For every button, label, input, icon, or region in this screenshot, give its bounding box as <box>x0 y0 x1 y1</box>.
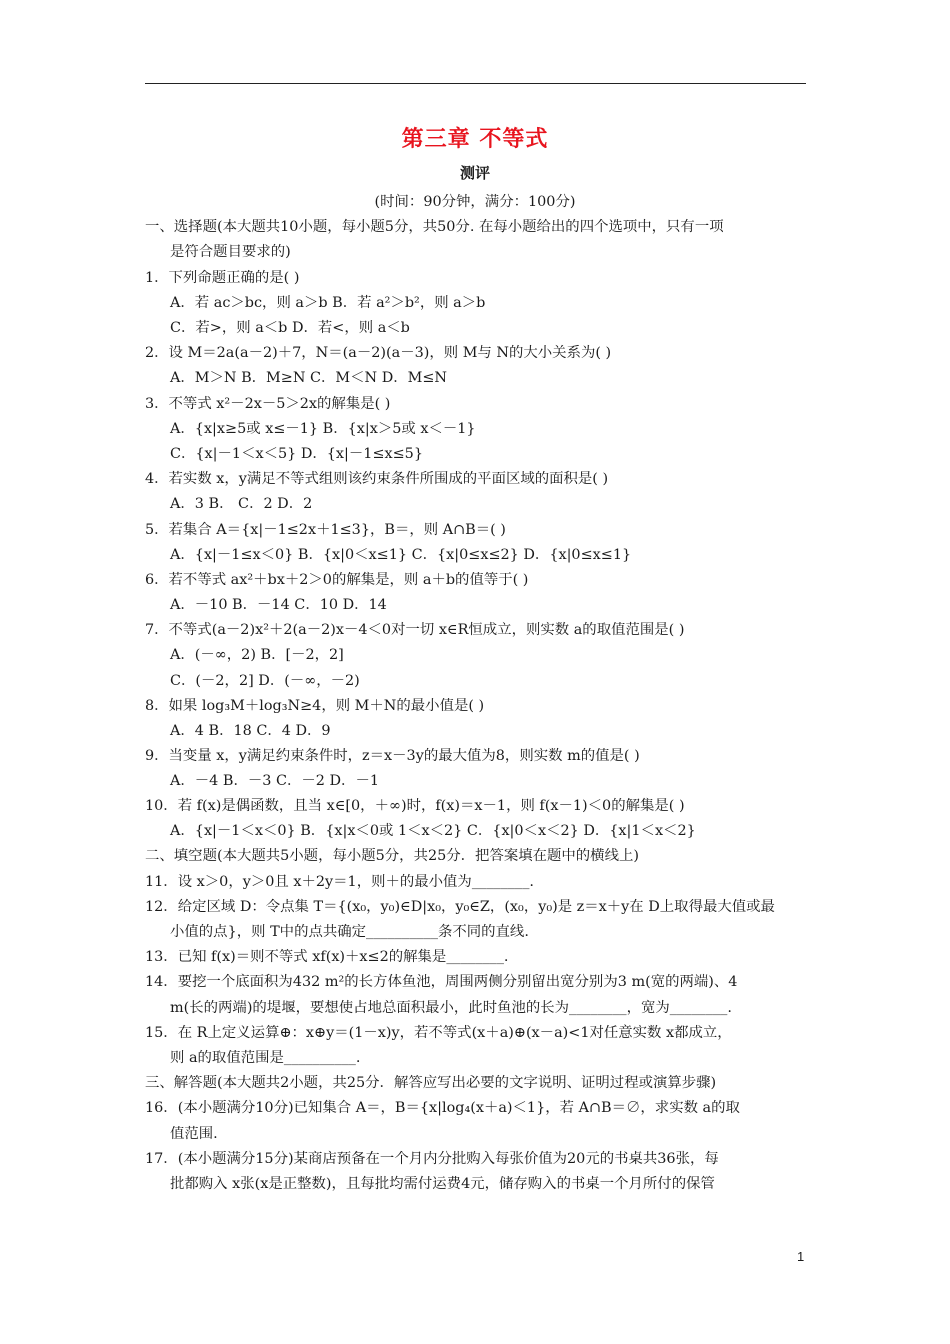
question-3: 3．不等式 x²－2x－5＞2x的解集是( ) <box>145 396 391 412</box>
question-15: 15．在 R上定义运算⊕：x⊕y＝(1－x)y，若不等式(x＋a)⊕(x－a)<1对任意实数 x都成立， <box>145 1025 732 1041</box>
question-14: 14．要挖一个底面积为432 m²的长方体鱼池，周围两侧分别留出宽分别为3 m(宽的两端)、4 <box>145 974 738 990</box>
section-heading: 二、填空题(本大题共5小题，每小题5分，共25分．把答案填在题中的横线上) <box>145 848 639 864</box>
time-score-note: (时间：90分钟，满分：100分) <box>374 194 576 210</box>
header-rule <box>145 83 806 84</box>
question-16-cont: 值范围. <box>170 1126 218 1142</box>
q7-options-cd: C．(－2，2] D．(－∞，－2) <box>170 673 360 689</box>
question-14-cont: m(长的两端)的堤堰，要想使占地总面积最小，此时鱼池的长为________，宽为________. <box>170 1000 732 1016</box>
question-17: 17．(本小题满分15分)某商店预备在一个月内分批购入每张价值为20元的书桌共36张，每 <box>145 1151 719 1167</box>
q4-options: A．3 B． C．2 D．2 <box>170 496 313 512</box>
q10-options: A．{x|－1＜x＜0} B．{x|x＜0或 1＜x＜2} C．{x|0＜x＜2} D．{x|1＜x＜2} <box>170 823 696 839</box>
question-10: 10．若 f(x)是偶函数，且当 x∈[0，＋∞)时，f(x)＝x－1，则 f(x－1)＜0的解集是( ) <box>145 798 685 814</box>
question-15-cont: 则 a的取值范围是__________. <box>170 1050 361 1066</box>
chapter-title: 第三章 不等式 <box>401 127 549 152</box>
question-17-cont: 批都购入 x张(x是正整数)，且每批均需付运费4元，储存购入的书桌一个月所付的保管 <box>170 1176 715 1192</box>
q5-options: A．{x|－1≤x＜0} B．{x|0＜x≤1} C．{x|0≤x≤2} D．{x|0≤x≤1} <box>170 547 632 563</box>
q3-options-ab: A．{x|x≥5或 x≤－1} B．{x|x＞5或 x＜－1} <box>170 421 476 437</box>
q7-options-ab: A．(－∞，2) B．[－2，2] <box>170 647 344 663</box>
question-2: 2．设 M＝2a(a－2)＋7，N＝(a－2)(a－3)，则 M与 N的大小关系为( ) <box>145 345 612 361</box>
question-8: 8．如果 log₃M＋log₃N≥4，则 M＋N的最小值是( ) <box>145 698 485 714</box>
question-1: 1．下列命题正确的是( ) <box>145 270 300 286</box>
question-12: 12．给定区域 D：令点集 T＝{(x₀，y₀)∈D|x₀，y₀∈Z，(x₀，y₀)是 z＝x＋y在 D上取得最大值或最 <box>145 899 775 915</box>
question-6: 6．若不等式 ax²＋bx＋2＞0的解集是，则 a＋b的值等于( ) <box>145 572 529 588</box>
q1-options-ab: A．若 ac＞bc，则 a＞b B．若 a²＞b²，则 a＞b <box>170 295 486 311</box>
section-heading-cont: 是符合题目要求的) <box>170 244 291 260</box>
q1-options-cd: C．若>，则 a＜b D．若<，则 a＜b <box>170 320 410 336</box>
q8-options: A．4 B．18 C．4 D．9 <box>170 723 331 739</box>
page-number: 1 <box>797 1249 805 1264</box>
question-16: 16．(本小题满分10分)已知集合 A＝，B＝{x|log₄(x＋a)＜1}，若 A∩B＝∅，求实数 a的取 <box>145 1100 740 1116</box>
section-subtitle: 测评 <box>459 164 490 182</box>
question-13: 13．已知 f(x)＝则不等式 xf(x)＋x≤2的解集是________. <box>145 949 509 965</box>
q9-options: A．－4 B．－3 C．－2 D．－1 <box>170 773 379 789</box>
section-heading: 三、解答题(本大题共2小题，共25分．解答应写出必要的文字说明、证明过程或演算步骤) <box>145 1075 717 1091</box>
question-7: 7．不等式(a－2)x²＋2(a－2)x－4＜0对一切 x∈R恒成立，则实数 a的取值范围是( ) <box>145 622 685 638</box>
q3-options-cd: C．{x|－1＜x＜5} D．{x|－1≤x≤5} <box>170 446 423 462</box>
q2-options: A．M＞N B．M≥N C．M＜N D．M≤N <box>170 370 448 386</box>
question-5: 5．若集合 A＝{x|－1≤2x＋1≤3}，B＝，则 A∩B＝( ) <box>145 522 506 538</box>
question-12-cont: 小值的点}，则 T中的点共确定__________条不同的直线. <box>170 924 529 940</box>
question-11: 11．设 x＞0，y＞0且 x＋2y＝1，则＋的最小值为________. <box>145 874 534 890</box>
section-heading: 一、选择题(本大题共10小题，每小题5分，共50分. 在每小题给出的四个选项中，只有一项 <box>145 219 724 235</box>
question-9: 9．当变量 x，y满足约束条件时，z＝x－3y的最大值为8，则实数 m的值是( ) <box>145 748 640 764</box>
question-4: 4．若实数 x，y满足不等式组则该约束条件所围成的平面区域的面积是( ) <box>145 471 609 487</box>
q6-options: A．－10 B．－14 C．10 D．14 <box>170 597 387 613</box>
